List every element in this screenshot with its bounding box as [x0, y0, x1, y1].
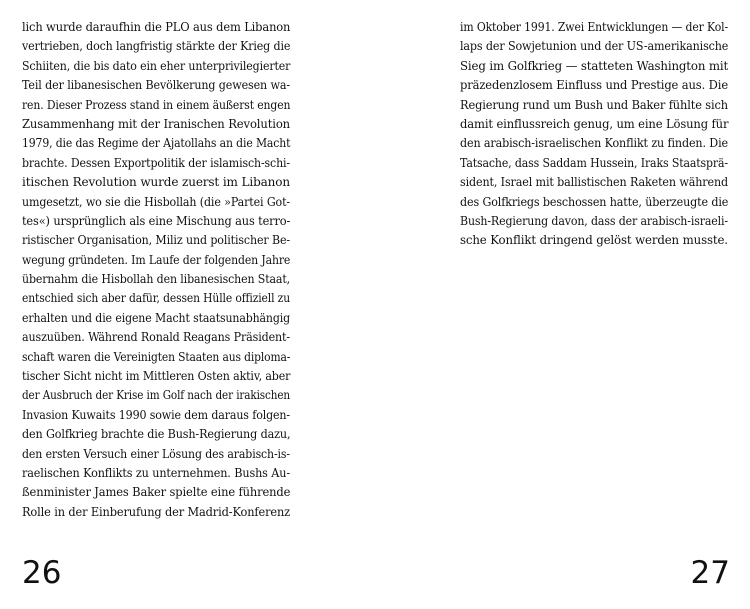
- text-line: tes«) ursprünglich als eine Mischung aus terro-: [22, 212, 291, 228]
- text-line: Rolle in der Einberufung der Madrid-Konferenz: [22, 503, 290, 519]
- page-number-left: 26: [22, 555, 62, 591]
- text-line: Schiiten, die bis dato ein eher unterprivilegierter: [22, 57, 291, 73]
- text-line: des Golfkriegs beschossen hatte, überzeugte die: [460, 193, 729, 209]
- right-page: [375, 0, 750, 609]
- text-line: vertrieben, doch langfristig stärkte der Krieg die: [22, 38, 291, 54]
- text-line: Tatsache, dass Saddam Hussein, Iraks Staatsprä-: [460, 154, 729, 170]
- page-number-right: 27: [690, 555, 730, 591]
- text-line: übernahm die Hisbollah den libanesischen Staat,: [22, 271, 290, 287]
- text-line: den arabisch-israelischen Konflikt zu finden. Die: [460, 135, 728, 151]
- text-line: ßenminister James Baker spielte eine führende: [22, 484, 291, 500]
- text-line: laps der Sowjetunion und der US-amerikanische: [460, 38, 729, 54]
- right-page-text-column: [460, 17, 728, 250]
- text-line: Invasion Kuwaits 1990 sowie dem daraus folgen-: [22, 406, 291, 422]
- text-line: erhalten und die eigene Macht staatsunabhängig: [22, 309, 291, 325]
- text-line: den ersten Versuch einer Lösung des arabisch-is-: [22, 445, 291, 461]
- text-line: brachte. Dessen Exportpolitik der islamisch-schi-: [22, 154, 290, 170]
- text-line: entschied sich aber dafür, dessen Hülle offiziell zu: [22, 290, 290, 306]
- text-line: Regierung rund um Bush und Baker fühlte sich: [460, 96, 729, 112]
- text-line: im Oktober 1991. Zwei Entwicklungen — der Kol-: [460, 19, 728, 34]
- left-page-text-column: [22, 17, 290, 521]
- text-line: präzedenzlosem Einfluss und Prestige aus. Die: [460, 77, 729, 93]
- text-line: damit einflussreich genug, um eine Lösung für: [460, 115, 729, 131]
- text-line: tischer Sicht nicht im Mittleren Osten aktiv, aber: [22, 368, 291, 384]
- text-line: 1979, die das Regime der Ajatollahs an die Macht: [22, 135, 291, 151]
- text-line: ristischer Organisation, Miliz und politischer Be-: [22, 232, 290, 248]
- text-line: Zusammenhang mit der Iranischen Revolution: [22, 115, 291, 131]
- text-line: auszuüben. Während Ronald Reagans Präsident-: [22, 329, 290, 345]
- text-line: ren. Dieser Prozess stand in einem äußerst engen: [22, 96, 291, 112]
- text-line: wegung gründeten. Im Laufe der folgenden Jahre: [22, 251, 291, 267]
- text-line: sche Konflikt dringend gelöst werden musste.: [460, 232, 728, 248]
- text-line: den Golfkrieg brachte die Bush-Regierung dazu,: [22, 426, 291, 442]
- text-line: Teil der libanesischen Bevölkerung gewesen wa-: [22, 77, 290, 93]
- text-line: itischen Revolution wurde zuerst im Libanon: [22, 174, 290, 190]
- text-line: schaft waren die Vereinigten Staaten aus diploma-: [22, 348, 291, 364]
- text-line: Bush-Regierung davon, dass der arabisch-israeli-: [460, 212, 728, 228]
- text-line: lich wurde daraufhin die PLO aus dem Libanon: [22, 19, 291, 34]
- text-line: sident, Israel mit ballistischen Raketen während: [460, 174, 728, 190]
- text-line: der Ausbruch der Krise im Golf nach der irakischen: [22, 387, 291, 403]
- text-line: umgesetzt, wo sie die Hisbollah (die »Partei Got-: [22, 193, 290, 209]
- text-line: raelischen Konflikts zu unternehmen. Bushs Au-: [22, 464, 290, 480]
- text-line: Sieg im Golfkrieg — statteten Washington mit: [460, 57, 729, 73]
